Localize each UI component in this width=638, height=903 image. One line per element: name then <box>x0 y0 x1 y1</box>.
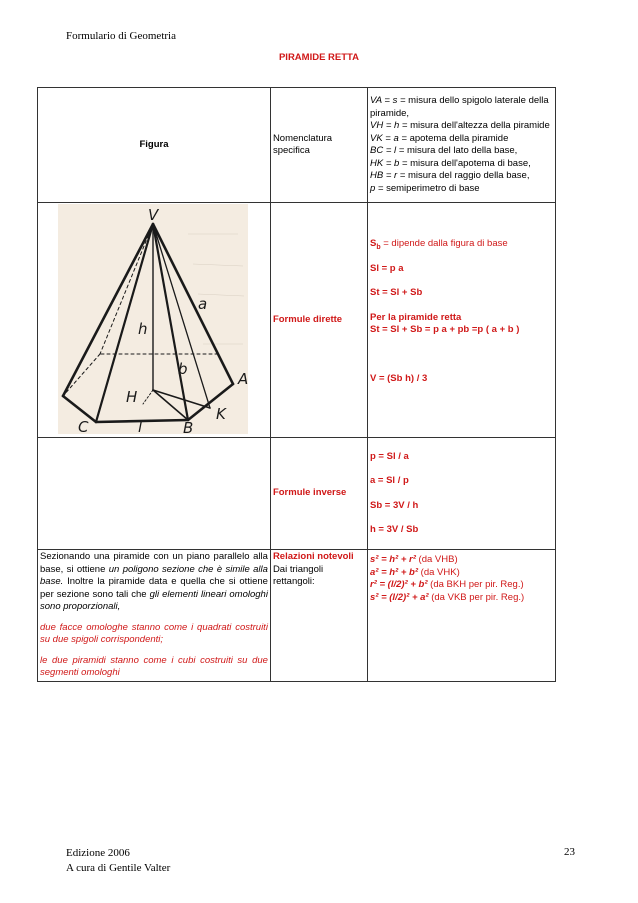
inverse-formulas-label-cell <box>270 438 367 550</box>
relations-list <box>367 550 555 682</box>
figure-header: Figura <box>139 138 169 150</box>
nomenclature-item: HB = r = misura del raggio della base, <box>369 170 530 181</box>
base-apothem-b-label: b <box>178 360 188 378</box>
formula-p: p = Sl / a <box>369 450 409 462</box>
point-h-label: H <box>126 388 138 406</box>
faces-property: due facce omologhe stanno come i quadrati costruiti su due spigoli corrispondenti; <box>40 621 268 645</box>
table-row <box>38 550 556 682</box>
nomenclature-header: Nomenclatura specifica <box>272 132 333 156</box>
document-header: Formulario di Geometria <box>66 30 176 42</box>
formula-h: h = 3V / Sb <box>369 524 419 535</box>
nomenclature-item: VH = h = misura dell'altezza della piramide <box>369 120 550 131</box>
relation-formula: s² = h² + r² (da VHB) <box>369 554 458 565</box>
table-row <box>38 438 556 550</box>
nomenclature-list <box>367 88 555 203</box>
edition: Edizione 2006 <box>66 847 130 859</box>
formula-table <box>37 87 556 682</box>
side-l-label: l <box>138 418 143 436</box>
pyramid-figure-cell <box>38 203 271 438</box>
formula-right-pyramid: St = Sl + Sb = p a + pb =p ( a + b ) <box>369 324 520 335</box>
direct-formulas-label: Formule dirette <box>272 313 343 325</box>
direct-formulas-label-cell <box>270 203 367 438</box>
nomenclature-item: VA = s = misura dello spigolo laterale della piramide, <box>369 95 549 119</box>
formula-a: a = Sl / p <box>369 475 409 486</box>
relations-sublabel: Dai triangoli rettangoli: <box>272 563 324 587</box>
nomenclature-item: HK = b = misura dell'apotema di base, <box>369 157 531 169</box>
relations-label: Relazioni notevoli <box>272 551 354 562</box>
height-h-label: h <box>138 320 148 338</box>
vertex-v-label: V <box>148 206 159 224</box>
volumes-property: le due piramidi stanno come i cubi costruiti su due segmenti omologhi <box>40 654 268 678</box>
relation-formula: r² = (l/2)² + b² (da BKH per pir. Reg.) <box>369 579 524 590</box>
section-properties: Sezionando una piramide con un piano parallelo alla base, si ottiene un poligono sezione che è simile alla base. Inoltre la piramide data e quella che si ottiene per sezione sono tali che gli elementi lineari omologhi sono proporzionali, due facce omologhe stanno come i quadrati costruiti su due spigoli corrispondenti; le due piramidi stanno come i cubi costruiti su due segmenti omologhi <box>38 550 271 682</box>
figure-header-cell <box>38 88 271 203</box>
direct-formulas: $S_b$ = dipende dalla figura di base Sl = p a St = Sl + Sb Per la piramide retta St = Sl + Sb = p a + pb =p ( a + b ) V = (Sb h) / 3 <box>367 203 555 438</box>
formula-volume: V = (Sb h) / 3 <box>369 372 428 384</box>
right-pyramid-label: Per la piramide retta <box>369 311 462 323</box>
nomenclature-item: VK = a = apotema della piramide <box>369 132 509 144</box>
empty-cell <box>38 438 271 550</box>
nomenclature-item: p = semiperimetro di base <box>369 182 480 194</box>
relation-formula: a² = h² + b² (da VHK) <box>369 566 460 578</box>
author: A cura di Gentile Valter <box>66 862 171 874</box>
footer-left <box>66 846 170 876</box>
apothem-a-label: a <box>198 295 208 313</box>
section-title: PIRAMIDE RETTA <box>278 52 360 63</box>
pyramid-figure <box>38 204 266 436</box>
table-row <box>38 88 556 203</box>
point-c-label: C <box>78 418 89 436</box>
table-row <box>38 203 556 438</box>
page-number: 23 <box>564 846 575 858</box>
point-k-label: K <box>216 405 226 423</box>
formula-total-area: St = Sl + Sb <box>369 287 423 298</box>
point-a-label: A <box>238 370 249 388</box>
formula-sb: Sb = 3V / h <box>369 499 419 511</box>
inverse-formulas <box>367 438 555 550</box>
formula-lateral-area: Sl = p a <box>369 262 404 274</box>
nomenclature-header-cell <box>270 88 367 203</box>
point-b-label: B <box>183 419 194 436</box>
nomenclature-item: BC = l = misura del lato della base, <box>369 145 518 156</box>
relation-formula: s² = (l/2)² + a² (da VKB per pir. Reg.) <box>369 591 525 603</box>
inverse-formulas-label: Formule inverse <box>272 487 347 499</box>
relations-label-cell <box>270 550 367 682</box>
